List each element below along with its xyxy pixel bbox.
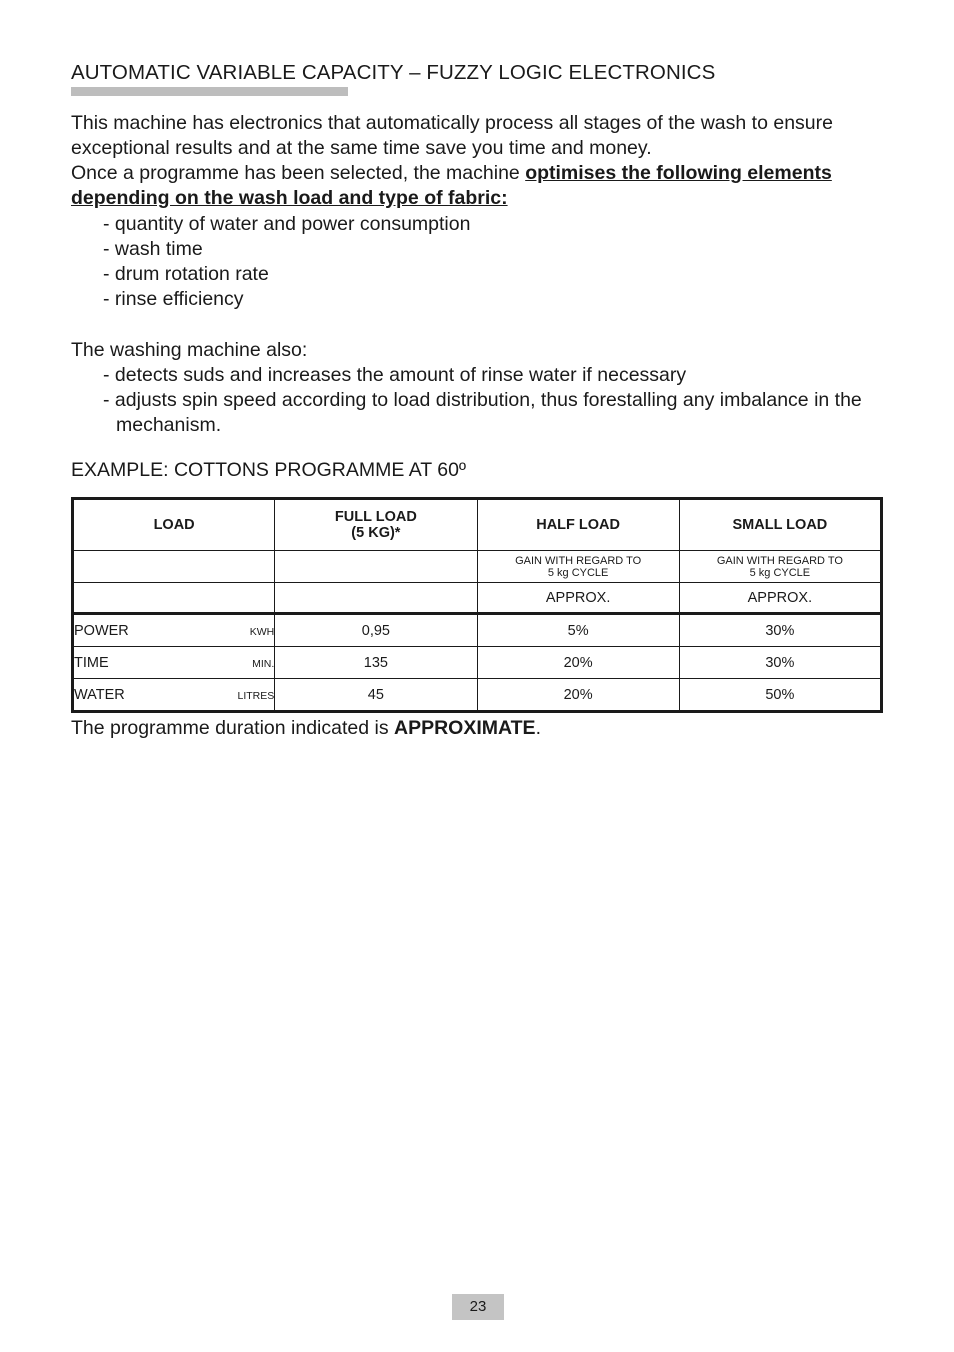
gain-line2: 5 kg CYCLE — [547, 566, 609, 579]
list-item: - detects suds and increases the amount of rinse water if necessary — [103, 364, 687, 386]
table-cell-empty — [275, 583, 477, 614]
cell-full: 0,95 — [275, 614, 477, 647]
table-cell-empty — [73, 551, 275, 583]
example-title: EXAMPLE: COTTONS PROGRAMME AT 60º — [71, 459, 467, 481]
note-text: The programme duration indicated is — [71, 717, 394, 739]
header-full-load — [275, 499, 477, 551]
header-full-line1: FULL LOAD — [334, 509, 417, 525]
row-label-cell — [73, 647, 275, 679]
row-unit: LITRES — [237, 689, 275, 702]
row-label-cell — [73, 679, 275, 712]
intro-text-2: Once a programme has been selected, the machine — [71, 162, 526, 184]
header-small-load: SMALL LOAD — [679, 499, 881, 551]
row-label-cell — [73, 614, 275, 647]
approx-small: APPROX. — [679, 583, 881, 614]
row-label: WATER — [74, 686, 125, 703]
table-header-row — [73, 499, 882, 551]
list-item: - drum rotation rate — [103, 263, 269, 285]
table-row — [73, 647, 882, 679]
cell-full: 135 — [275, 647, 477, 679]
optimised-elements-list — [103, 212, 470, 312]
row-unit: KWH — [249, 625, 275, 638]
table-row — [73, 679, 882, 712]
list-item: - rinse efficiency — [103, 288, 244, 310]
cell-half: 20% — [477, 679, 679, 712]
cell-small: 50% — [679, 679, 881, 712]
table-row-approx — [73, 583, 882, 614]
approx-half: APPROX. — [477, 583, 679, 614]
list-item: - quantity of water and power consumption — [103, 213, 471, 235]
section-heading: AUTOMATIC VARIABLE CAPACITY – FUZZY LOGIC ELECTRONICS — [71, 61, 716, 84]
table-row-gain — [73, 551, 882, 583]
table-cell-empty — [275, 551, 477, 583]
cell-small: 30% — [679, 614, 881, 647]
cell-half: 20% — [477, 647, 679, 679]
intro-emphasis: optimises the following elements depending on the wash load and type of fabric: — [71, 162, 832, 209]
table-row — [73, 614, 882, 647]
consumption-table — [71, 497, 883, 713]
gain-line1: GAIN WITH REGARD TO — [515, 554, 642, 567]
cell-small: 30% — [679, 647, 881, 679]
row-label: TIME — [74, 654, 109, 671]
list-item: - adjusts spin speed according to load distribution, thus forestalling any imbalance in the mechanism. — [103, 389, 862, 436]
row-label: POWER — [74, 622, 129, 639]
note-end: . — [535, 717, 541, 739]
intro-text-1: This machine has electronics that automatically process all stages of the wash to ensure exceptional results and at the same time save you time and money. — [71, 112, 833, 159]
note-bold: APPROXIMATE — [394, 717, 536, 739]
header-full-line2: (5 KG)* — [351, 525, 401, 541]
heading-underline-bar — [71, 87, 348, 96]
table-cell-empty — [73, 583, 275, 614]
list-item: - wash time — [103, 238, 203, 260]
page-number: 23 — [452, 1294, 504, 1320]
header-half-load: HALF LOAD — [477, 499, 679, 551]
intro-paragraph — [71, 111, 883, 211]
gain-note-half — [477, 551, 679, 583]
gain-line2: 5 kg CYCLE — [749, 566, 811, 579]
gain-note-small — [679, 551, 881, 583]
also-intro: The washing machine also: — [71, 339, 308, 361]
cell-half: 5% — [477, 614, 679, 647]
row-unit: MIN. — [252, 657, 275, 670]
cell-full: 45 — [275, 679, 477, 712]
also-features-list — [103, 363, 883, 438]
header-load: LOAD — [73, 499, 275, 551]
duration-note — [71, 716, 883, 741]
gain-line1: GAIN WITH REGARD TO — [716, 554, 843, 567]
